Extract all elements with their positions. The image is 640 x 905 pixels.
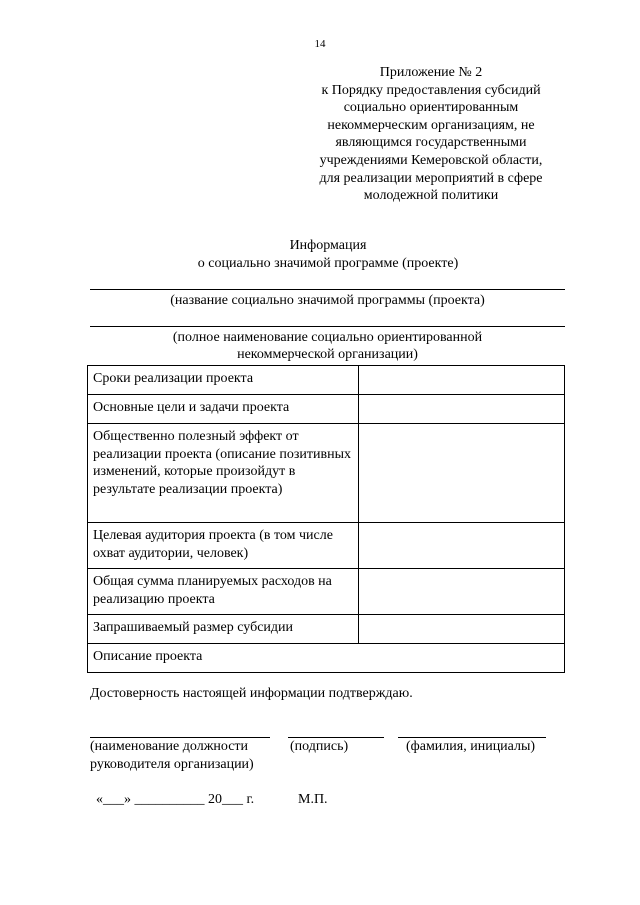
caption-line: (полное наименование социально ориентированной — [172, 330, 483, 345]
table-row — [88, 615, 565, 644]
project-info-table — [87, 365, 565, 673]
table-row — [88, 644, 565, 673]
table-row — [88, 569, 565, 615]
appendix-line: социально ориентированным — [343, 100, 519, 116]
program-name-caption: (название социально значимой программы (проекта) — [170, 293, 485, 308]
row-value-cell[interactable] — [359, 424, 565, 523]
caption-line: руководителя организации) — [90, 757, 254, 772]
row-value-cell[interactable] — [359, 615, 565, 644]
row-value-cell[interactable] — [359, 523, 565, 569]
row-value-cell[interactable] — [359, 395, 565, 424]
row-value-cell[interactable] — [359, 569, 565, 615]
caption-line: (наименование должности — [90, 739, 249, 754]
project-description-row[interactable]: Описание проекта — [88, 644, 565, 673]
row-label: Запрашиваемый размер субсидии — [88, 615, 359, 644]
document-title — [88, 237, 568, 273]
row-label: Общая сумма планируемых расходов на реализацию проекта — [88, 569, 359, 615]
org-name-line — [90, 326, 565, 327]
appendix-line: являющимся государственными — [335, 135, 527, 151]
subtitle-line: о социально значимой программе (проекте) — [197, 256, 459, 271]
table-row — [88, 523, 565, 569]
org-name-caption — [90, 329, 565, 363]
name-caption: (фамилия, инициалы) — [406, 739, 536, 754]
table-row — [88, 395, 565, 424]
table-row — [88, 424, 565, 523]
row-value-cell[interactable] — [359, 366, 565, 395]
position-caption — [90, 738, 254, 774]
appendix-line: учреждениями Кемеровской области, — [319, 152, 543, 168]
appendix-line: молодежной политики — [363, 188, 499, 204]
stamp-placeholder: М.П. — [298, 792, 328, 807]
page-number: 14 — [314, 38, 326, 50]
row-label: Сроки реализации проекта — [88, 366, 359, 395]
date-field: «___» __________ 20___ г. — [96, 792, 255, 807]
signature-caption: (подпись) — [290, 739, 349, 754]
row-label: Основные цели и задачи проекта — [88, 395, 359, 424]
appendix-line: Приложение № 2 — [379, 65, 483, 80]
appendix-header — [300, 64, 562, 205]
row-label: Целевая аудитория проекта (в том числе охват аудитории, человек) — [88, 523, 359, 569]
title-line: Информация — [289, 238, 367, 253]
program-name-line — [90, 289, 565, 290]
caption-line: некоммерческой организации) — [237, 347, 418, 362]
appendix-line: к Порядку предоставления субсидий — [321, 82, 541, 98]
appendix-line: для реализации мероприятий в сфере — [319, 170, 543, 186]
table-row — [88, 366, 565, 395]
appendix-line: некоммерческим организациям, не — [327, 117, 535, 133]
confirmation-text: Достоверность настоящей информации подтверждаю. — [90, 686, 413, 701]
row-label: Общественно полезный эффект от реализации проекта (описание позитивных изменений, которые произойдут в результате реализации проекта) — [88, 424, 359, 523]
